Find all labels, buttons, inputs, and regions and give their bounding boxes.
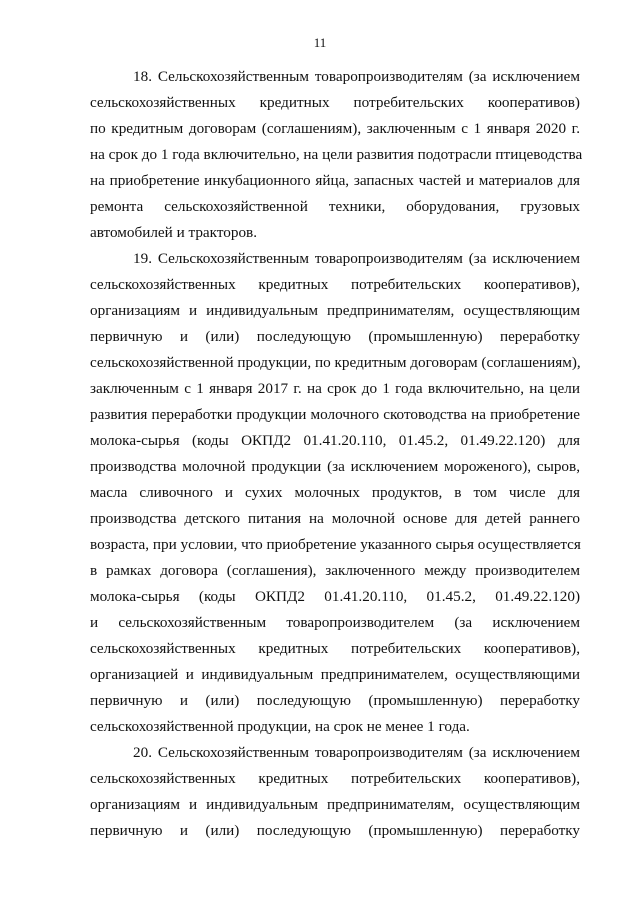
paragraph-line: первичную и (или) последующую (промышленную) переработку: [90, 328, 580, 345]
paragraph-line: по кредитным договорам (соглашениям), заключенным с 1 января 2020 г.: [90, 120, 580, 137]
paragraph-line: на приобретение инкубационного яйца, запасных частей и материалов для: [90, 172, 580, 189]
paragraph-line: 20. Сельскохозяйственным товаропроизводителям (за исключением: [133, 744, 580, 761]
page-number: 11: [313, 35, 327, 50]
paragraph-line: организацией и индивидуальным предпринимателем, осуществляющими: [90, 666, 580, 683]
paragraph-line: возраста, при условии, что приобретение указанного сырья осуществляется: [90, 536, 581, 553]
paragraph-line: сельскохозяйственных кредитных потребительских кооперативов),: [90, 770, 580, 787]
paragraph-line: первичную и (или) последующую (промышленную) переработку: [90, 822, 580, 839]
paragraph-line: молока-сырья (коды ОКПД2 01.41.20.110, 01.45.2, 01.49.22.120) для: [90, 432, 580, 449]
paragraph-20: [90, 740, 580, 844]
paragraph-line: организациям и индивидуальным предпринимателям, осуществляющим: [90, 796, 580, 813]
paragraph-line: заключенным с 1 января 2017 г. на срок до 1 года включительно, на цели: [90, 380, 580, 397]
paragraph-line: и сельскохозяйственным товаропроизводителем (за исключением: [90, 614, 580, 631]
paragraph-line: первичную и (или) последующую (промышленную) переработку: [90, 692, 580, 709]
paragraph-line: развития переработки продукции молочного скотоводства на приобретение: [90, 406, 580, 423]
paragraph-line: сельскохозяйственной продукции, на срок не менее 1 года.: [90, 718, 470, 735]
paragraph-line: масла сливочного и сухих молочных продуктов, в том числе для: [90, 484, 580, 501]
paragraph-line: организациям и индивидуальным предпринимателям, осуществляющим: [90, 302, 580, 319]
paragraph-line: на срок до 1 года включительно, на цели развития подотрасли птицеводства: [90, 146, 583, 163]
paragraph-18: [90, 64, 583, 246]
paragraph-line: сельскохозяйственных кредитных потребительских кооперативов): [90, 94, 580, 111]
paragraph-19: [90, 246, 580, 740]
paragraph-line: автомобилей и тракторов.: [90, 224, 258, 241]
paragraph-line: ремонта сельскохозяйственной техники, оборудования, грузовых: [90, 198, 580, 215]
paragraph-line: производства молочной продукции (за исключением мороженого), сыров,: [90, 458, 580, 475]
paragraph-line: 19. Сельскохозяйственным товаропроизводителям (за исключением: [133, 250, 580, 267]
paragraph-line: сельскохозяйственных кредитных потребительских кооперативов),: [90, 640, 580, 657]
paragraph-line: 18. Сельскохозяйственным товаропроизводителям (за исключением: [133, 68, 580, 85]
paragraph-line: сельскохозяйственных кредитных потребительских кооперативов),: [90, 276, 580, 293]
paragraph-line: производства детского питания на молочной основе для детей раннего: [90, 510, 580, 527]
paragraph-line: молока-сырья (коды ОКПД2 01.41.20.110, 01.45.2, 01.49.22.120): [90, 588, 580, 605]
paragraph-line: в рамках договора (соглашения), заключенного между производителем: [90, 562, 580, 579]
paragraph-line: сельскохозяйственной продукции, по кредитным договорам (соглашениям),: [90, 354, 581, 371]
